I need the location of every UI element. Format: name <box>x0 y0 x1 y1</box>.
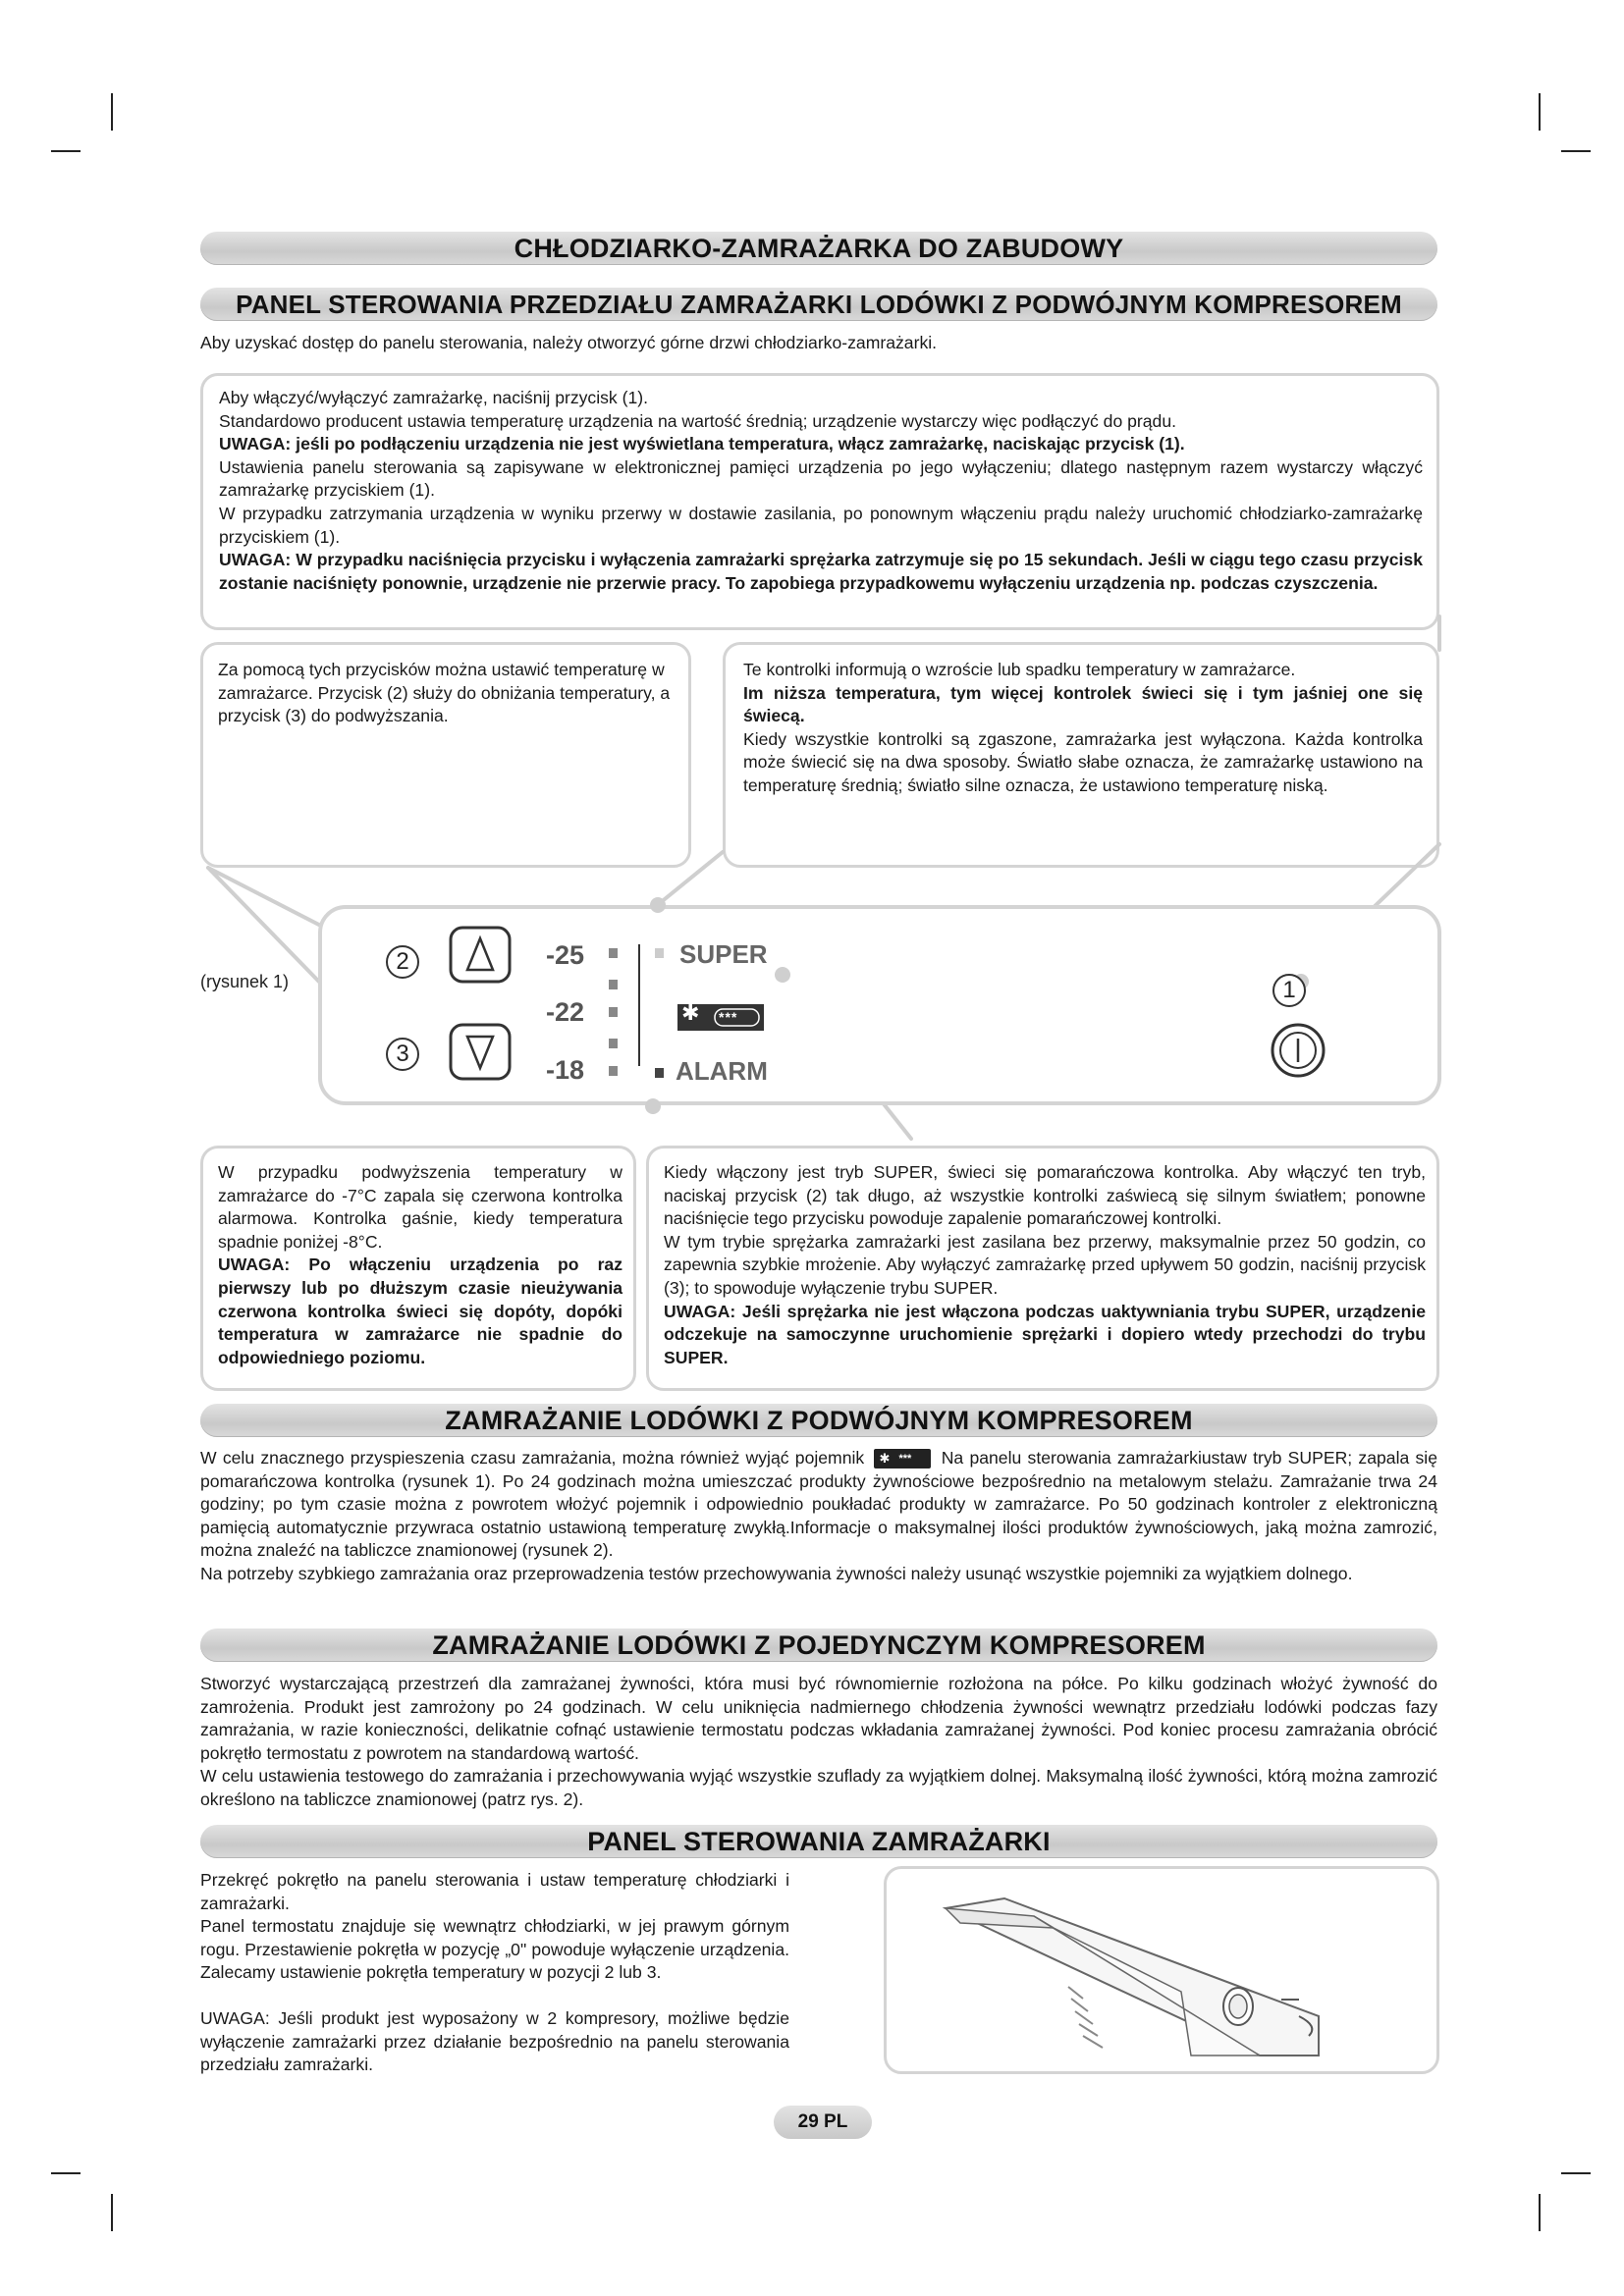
figure-label: (rysunek 1) <box>200 972 290 991</box>
section-title-freezing-double: ZAMRAŻANIE LODÓWKI Z PODWÓJNYM KOMPRESOREM <box>200 1404 1437 1437</box>
intro-text: Aby uzyskać dostęp do panelu sterowania, należy otworzyć górne drzwi chłodziarko-zamrażarki. <box>200 333 938 352</box>
button-number-1: 1 <box>1282 977 1296 1003</box>
crop-mark <box>51 2172 81 2174</box>
super-line-1: Kiedy włączony jest tryb SUPER, świeci się pomarańczowa kontrolka. Aby włączyć ten tryb, naciskaj przycisk (2) tak długo, aż wszystkie kontrolki zaświecą się silnym światłem; ponowne naciśnięcie tego przycisku powoduje zapalenie pomarańczowej kontrolki. <box>664 1162 1426 1229</box>
info-box-alarm <box>200 1146 636 1391</box>
main-line-2: Standardowo producent ustawia temperaturę urządzenia na wartość średnią; urządzenie wystarczy więc podłączyć do prądu. <box>219 410 1177 431</box>
buttons-text: Za pomocą tych przycisków można ustawić temperaturę w zamrażarce. Przycisk (2) służy do obniżania temperatury, a przycisk (3) do podwyższania. <box>218 660 671 726</box>
thermostat-panel-icon <box>887 1869 1436 2071</box>
indicators-line-2: Im niższa temperatura, tym więcej kontrolek świeci się i tym jaśniej one się świecą. <box>743 682 1423 726</box>
freezing-double-c: Na potrzeby szybkiego zamrażania oraz przeprowadzenia testów przechowywania żywności należy usunąć wszystkie pojemniki za wyjątkiem dolnego. <box>200 1563 1353 1583</box>
stars-label: *** <box>719 1009 738 1025</box>
main-line-1: Aby włączyć/wyłączyć zamrażarkę, naciśnij przycisk (1). <box>219 388 649 407</box>
thermostat-figure <box>884 1866 1439 2074</box>
freezing-double-text <box>200 1447 1437 1586</box>
crop-mark <box>1561 2172 1591 2174</box>
freezer-panel-b: Panel termostatu znajduje się wewnątrz chłodziarki, w jej prawym górnym rogu. Przestawienie pokrętła w pozycję „0" powoduje wyłączenie urządzenia. Zalecamy ustawienie pokrętła temperatury w pozycji 2 lub 3. <box>200 1916 789 1983</box>
main-line-4: Ustawienia panelu sterowania są zapisywane w elektronicznej pamięci urządzenia po jego wyłączeniu; dlatego następnym razem wystarczy włączyć zamrażarkę przyciskiem (1). <box>219 456 1423 501</box>
section-title-panel-double: PANEL STEROWANIA PRZEDZIAŁU ZAMRAŻARKI LODÓWKI Z PODWÓJNYM KOMPRESOREM <box>200 288 1437 321</box>
freezer-panel-c: UWAGA: Jeśli produkt jest wyposażony w 2 kompresory, możliwe będzie wyłączenie zamrażarki przez działanie bezpośrednio na panelu sterowania przedziału zamrażarki. <box>200 2007 789 2075</box>
main-line-3: UWAGA: jeśli po podłączeniu urządzenia nie jest wyświetlana temperatura, włącz zamrażarkę, naciskając przycisk (1). <box>219 434 1185 454</box>
freezing-single-text <box>200 1673 1437 1812</box>
crop-mark <box>1539 2194 1541 2231</box>
freezer-panel-text <box>200 1869 789 2077</box>
indicators-line-3: Kiedy wszystkie kontrolki są zgaszone, zamrażarka jest wyłączona. Każda kontrolka może świecić się na dwa sposoby. Światło słabe oznacza, że zamrażarkę ustawiono na temperaturę średnią; światło silne oznacza, że ustawiono temperaturę niską. <box>743 728 1423 795</box>
temp-label-25: -25 <box>546 940 585 970</box>
freezing-single-a: Stworzyć wystarczającą przestrzeń dla zamrażanej żywności, która musi być równomiernie rozłożona na półce. Po kilku godzinach włożyć żywność do zamrożenia. Produkt jest zamrożony po 24 godzinach. W celu uniknięcia nadmiernego chłodzenia żywności wewnątrz przedziału lodówki podczas fazy zamrażania, w razie konieczności, delikatnie cofnąć ustawienie termostatu podczas wkładania zamrażanej żywności. Pod koniec procesu zamrażania obrócić pokrętło termostatu z powrotem na standardową wartość. <box>200 1674 1437 1763</box>
button-number-2: 2 <box>396 948 409 975</box>
alarm-line-2: UWAGA: Po włączeniu urządzenia po raz pierwszy lub po dłuższym czasie nieużywania czerwona kontrolka świeci się dopóty, dopóki temperatura w zamrażarce nie spadnie do odpowiedniego poziomu. <box>218 1255 623 1367</box>
super-label: SUPER <box>679 939 768 969</box>
indicators-line-1: Te kontrolki informują o wzroście lub spadku temperatury w zamrażarce. <box>743 660 1296 679</box>
main-line-5: W przypadku zatrzymania urządzenia w wyniku przerwy w dostawie zasilania, po ponownym włączeniu prądu należy uruchomić chłodziarko-zamrażarkę przyciskiem (1). <box>219 503 1423 547</box>
info-box-super <box>646 1146 1439 1391</box>
alarm-line-1: W przypadku podwyższenia temperatury w zamrażarce do -7°C zapala się czerwona kontrolka alarmowa. Kontrolka gaśnie, kiedy temperatura spadnie poniżej -8°C. <box>218 1162 623 1252</box>
freezer-panel-a: Przekręć pokrętło na panelu sterowania i ustaw temperaturę chłodziarki i zamrażarki. <box>200 1870 789 1913</box>
button-number-3: 3 <box>396 1041 409 1067</box>
page-number: 29 PL <box>774 2106 872 2139</box>
super-line-3: UWAGA: Jeśli sprężarka nie jest włączona podczas uaktywniania trybu SUPER, urządzenie odczekuje na samoczynne uruchomienie sprężarki i dopiero wtedy przechodzi do trybu SUPER. <box>664 1301 1426 1367</box>
container-badge-icon: ✱ *** <box>874 1449 931 1468</box>
freezing-double-b: Na panelu sterowania zamrażarkiustaw tryb SUPER; zapala się pomarańczowa kontrolka (rysunek 1). Po 24 godzinach można umieszczać produkty żywnościowe bezpośrednio na metalowym stelażu. Zamrażanie trwa 24 godziny; po tym czasie można z powrotem włożyć pojemnik i odpowiednio poukładać produkty w zamrażarce. Po 50 godzinach kontroler z elektroniczną pamięcią automatycznie przywraca ostatnio ustawioną temperaturę zwykłą.Informacje o maksymalnej ilości produktów żywnościowych, jaką można zamrozić, można znaleźć na tabliczce znamionowej (rysunek 2). <box>200 1448 1437 1561</box>
main-line-6: UWAGA: W przypadku naciśnięcia przycisku i wyłączenia zamrażarki sprężarka zatrzymuje się po 15 sekundach. Jeśli w ciągu tego czasu przycisk zostanie naciśnięty ponownie, urządzenie nie przerwie pracy. To zapobiega przypadkowemu wyłączeniu urządzenia np. podczas czyszczenia. <box>219 550 1423 593</box>
super-line-2: W tym trybie sprężarka zamrażarki jest zasilana bez przerwy, maksymalnie przez 50 godzin, co zapewnia szybkie mrożenie. Aby wyłączyć zamrażarkę przed upływem 50 godzin, naciśnij przycisk (3); to spowoduje wyłączenie trybu SUPER. <box>664 1231 1426 1298</box>
temp-label-22: -22 <box>546 997 585 1027</box>
freezing-double-a: W celu znacznego przyspieszenia czasu zamrażania, można również wyjąć pojemnik <box>200 1448 865 1468</box>
crop-mark <box>111 2194 113 2231</box>
snowflake-icon: ✱ <box>681 1000 700 1025</box>
freezing-single-b: W celu ustawienia testowego do zamrażania i przechowywania wyjąć wszystkie szuflady za wyjątkiem dolnej. Maksymalną ilość żywności, którą można zamrozić określono na tabliczce znamionowej (patrz rys. 2). <box>200 1766 1437 1809</box>
alarm-label: ALARM <box>676 1056 768 1086</box>
section-title-main: CHŁODZIARKO-ZAMRAŻARKA DO ZABUDOWY <box>200 232 1437 265</box>
temp-label-18: -18 <box>546 1055 585 1085</box>
section-title-freezing-single: ZAMRAŻANIE LODÓWKI Z POJEDYNCZYM KOMPRESOREM <box>200 1629 1437 1662</box>
section-title-freezer-panel: PANEL STEROWANIA ZAMRAŻARKI <box>200 1825 1437 1858</box>
